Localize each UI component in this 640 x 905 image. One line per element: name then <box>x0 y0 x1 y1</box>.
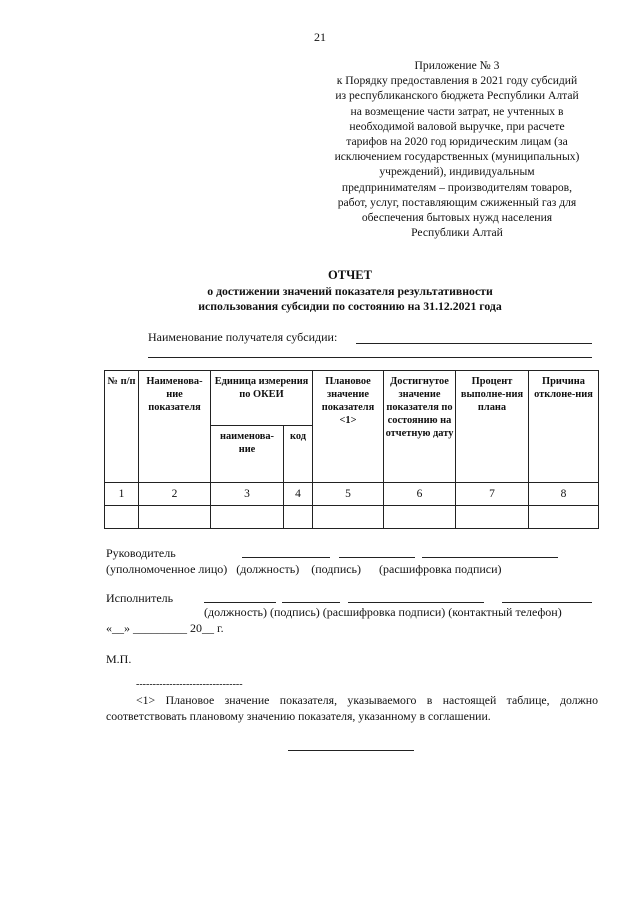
header-achieved-value: Достигнутое значение показателя по состоянию на отчетную дату <box>384 371 456 483</box>
head-label: Руководитель <box>106 546 176 560</box>
date-line[interactable]: «__» _________ 20__ г. <box>106 621 224 635</box>
head-signature-field[interactable] <box>339 557 415 558</box>
report-subtitle-2: использования субсидии по состоянию на 31.12.2021 года <box>198 299 502 313</box>
header-percent: Процент выполне-ния плана <box>456 371 529 483</box>
column-number: 2 <box>139 483 211 506</box>
table-cell[interactable] <box>456 506 529 529</box>
appendix-line: из республиканского бюджета Республики Алтай <box>335 89 579 103</box>
appendix-line: обеспечения бытовых нужд населения <box>361 211 553 225</box>
executor-caption: (должность) (подпись) (расшифровка подписи) (контактный телефон) <box>204 605 562 619</box>
recipient-name-field[interactable] <box>356 343 592 344</box>
column-number: 8 <box>529 483 599 506</box>
appendix-line: исключением государственных (муниципальных) <box>334 150 580 164</box>
executor-phone-field[interactable] <box>502 602 592 603</box>
head-signature-transcript-field[interactable] <box>422 557 558 558</box>
table-cell[interactable] <box>284 506 313 529</box>
closing-divider <box>288 750 414 751</box>
executor-signature-field[interactable] <box>282 602 340 603</box>
head-caption: (уполномоченное лицо) (должность) (подпись) (расшифровка подписи) <box>106 562 502 576</box>
appendix-line: на возмещение части затрат, не учтенных в <box>350 104 564 118</box>
report-table <box>104 370 599 529</box>
column-number: 4 <box>284 483 313 506</box>
appendix-line: предпринимателям – производителям товаров, <box>341 180 573 194</box>
appendix-line: работ, услуг, поставляющим сжиженный газ для <box>337 195 577 209</box>
table-cell[interactable] <box>529 506 599 529</box>
appendix-block <box>306 58 608 240</box>
column-number: 3 <box>211 483 284 506</box>
executor-signature-transcript-field[interactable] <box>348 602 484 603</box>
appendix-line: тарифов на 2020 год юридическим лицам (за <box>346 135 568 149</box>
header-reason: Причина отклоне-ния <box>529 371 599 483</box>
footnote-separator: -------------------------------- <box>136 679 243 690</box>
executor-position-field[interactable] <box>204 602 276 603</box>
table-cell[interactable] <box>211 506 284 529</box>
head-position-field[interactable] <box>242 557 330 558</box>
appendix-line: необходимой валовой выручке, при расчете <box>349 119 565 133</box>
header-unit-name: наименова-ние <box>211 426 284 483</box>
appendix-line: Республики Алтай <box>411 226 503 240</box>
executor-label: Исполнитель <box>106 591 174 605</box>
page-number: 21 <box>314 30 326 44</box>
recipient-label: Наименование получателя субсидии: <box>148 330 338 344</box>
appendix-line: Приложение № 3 <box>414 59 500 72</box>
column-number: 7 <box>456 483 529 506</box>
table-cell[interactable] <box>384 506 456 529</box>
header-num: № п/п <box>105 371 139 483</box>
header-planned-value: Плановое значение показателя <1> <box>313 371 384 483</box>
header-unit: Единица измерения по ОКЕИ <box>211 371 313 426</box>
recipient-name-field-continued[interactable] <box>148 357 592 358</box>
report-subtitle-1: о достижении значений показателя результативности <box>207 284 493 298</box>
report-title: ОТЧЕТ <box>328 268 372 282</box>
stamp-label: М.П. <box>106 652 132 666</box>
column-number: 6 <box>384 483 456 506</box>
appendix-line: учреждений), индивидуальным <box>379 165 535 179</box>
header-indicator-name: Наименова-ние показателя <box>139 371 211 483</box>
column-number: 5 <box>313 483 384 506</box>
column-number: 1 <box>105 483 139 506</box>
header-unit-code: код <box>284 426 313 483</box>
appendix-line: к Порядку предоставления в 2021 году субсидий <box>336 74 578 88</box>
table-cell[interactable] <box>105 506 139 529</box>
footnote-text: <1> Плановое значение показателя, указываемого в настоящей таблице, должно соответствовать плановому значению показателя, указанному в соглашении. <box>106 693 598 723</box>
table-cell[interactable] <box>313 506 384 529</box>
table-cell[interactable] <box>139 506 211 529</box>
